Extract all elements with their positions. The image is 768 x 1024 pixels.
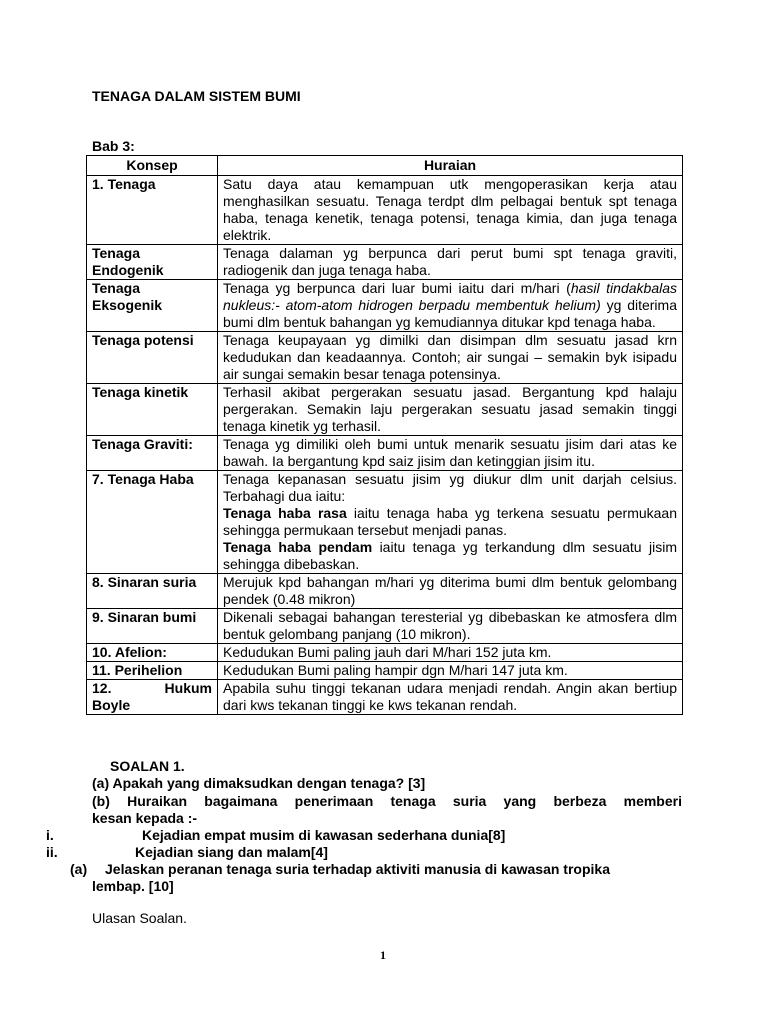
konsep-cell: Tenaga Graviti: xyxy=(87,436,218,471)
question-c-mark: (a) xyxy=(70,861,88,877)
konsep-cell: 11. Perihelion xyxy=(87,662,218,680)
huraian-cell: Kedudukan Bumi paling jauh dari M/hari 152 juta km. xyxy=(218,644,683,662)
huraian-cell: Tenaga yg dimiliki oleh bumi untuk menarik sesuatu jisim dari atas ke bawah. Ia bergantung kpd saiz jisim dan ketinggian jisim itu. xyxy=(218,436,683,471)
konsep-cell: 10. Afelion: xyxy=(87,644,218,662)
huraian-cell: Apabila suhu tinggi tekanan udara menjadi rendah. Angin akan bertiup dari kws tekanan tinggi ke kws tekanan rendah. xyxy=(218,680,683,715)
document-title: TENAGA DALAM SISTEM BUMI xyxy=(92,88,301,104)
huraian-cell: Terhasil akibat pergerakan sesuatu jasad. Bergantung kpd halaju pergerakan. Semakin laju pergerakan sesuatu jasad semakin tinggi tenaga kinetik yg terhasil. xyxy=(218,384,683,436)
question-b-line2: kesan kepada :- xyxy=(92,810,198,826)
huraian-text: Tenaga yg berpunca dari luar bumi iaitu dari m/hari ( xyxy=(223,280,571,296)
ulasan-label: Ulasan Soalan. xyxy=(92,910,187,926)
huraian-cell xyxy=(218,280,683,332)
konsep-cell xyxy=(87,680,218,715)
question-b-line1: (b) Huraikan bagaimana penerimaan tenaga suria yang berbeza memberi xyxy=(92,793,682,809)
konsep-cell: Tenaga kinetik xyxy=(87,384,218,436)
table-row xyxy=(87,384,683,436)
haba-pendam-term: Tenaga haba pendam xyxy=(223,539,373,555)
huraian-text: Tenaga kepanasan sesuatu jisim yg diukur dlm unit darjah celsius. Terbahagi dua iaitu: xyxy=(223,471,677,504)
huraian-cell: Kedudukan Bumi paling hampir dgn M/hari 147 juta km. xyxy=(218,662,683,680)
haba-rasa-term: Tenaga haba rasa xyxy=(223,505,347,521)
konsep-cell: 1. Tenaga xyxy=(87,176,218,245)
huraian-italic-text: hasil tindakbalas nukleus:- atom-atom hidrogen berpadu membentuk helium) xyxy=(223,280,677,313)
chapter-label: Bab 3: xyxy=(92,138,135,154)
konsep-cell xyxy=(87,245,218,280)
table-row xyxy=(87,280,683,332)
header-huraian: Huraian xyxy=(218,156,683,176)
konsep-line xyxy=(92,680,212,697)
question-heading: SOALAN 1. xyxy=(110,758,185,774)
page-number: 1 xyxy=(380,948,386,962)
table-row xyxy=(87,436,683,471)
question-ii-mark: ii. xyxy=(46,844,58,860)
konsep-cell: Tenaga potensi xyxy=(87,332,218,384)
huraian-cell: Satu daya atau kemampuan utk mengoperasikan kerja atau menghasilkan sesuatu. Tenaga terdpt dlm pelbagai bentuk spt tenaga haba, tenaga kenetik, tenaga potensi, tenaga kimia, dan juga tenaga elektrik. xyxy=(218,176,683,245)
haba-pendam-paragraph xyxy=(223,539,677,573)
question-c-line1: Jelaskan peranan tenaga suria terhadap aktiviti manusia di kawasan tropika xyxy=(105,861,610,877)
konsep-line: Eksogenik xyxy=(92,297,163,313)
question-i-text: Kejadian empat musim di kawasan sederhana dunia[8] xyxy=(142,827,506,843)
huraian-cell xyxy=(218,471,683,574)
question-c-line2: lembap. [10] xyxy=(92,878,174,894)
konsep-cell: 9. Sinaran bumi xyxy=(87,609,218,644)
table-row xyxy=(87,662,683,680)
table-row xyxy=(87,680,683,715)
table-row xyxy=(87,176,683,245)
haba-pendam-text: iaitu tenaga yg terkandung dlm sesuatu jisim sehingga dibebaskan. xyxy=(223,539,677,572)
konsep-line: Boyle xyxy=(92,697,131,713)
table-row xyxy=(87,644,683,662)
konsep-cell xyxy=(87,280,218,332)
huraian-cell: Dikenali sebagai bahangan teresterial yg dibebaskan ke atmosfera dlm bentuk gelombang panjang (10 mikron). xyxy=(218,609,683,644)
question-i-mark: i. xyxy=(46,827,54,843)
question-a: (a) Apakah yang dimaksudkan dengan tenaga? [3] xyxy=(92,775,426,791)
table-header-row xyxy=(87,156,683,176)
konsep-line: Endogenik xyxy=(92,262,164,278)
huraian-cell: Tenaga keupayaan yg dimilki dan disimpan dlm sesuatu jasad krn kedudukan dan keadaannya. Contoh; air sungai – semakin byk isipadu air sungai semakin besar tenaga potensinya. xyxy=(218,332,683,384)
table-row xyxy=(87,609,683,644)
question-ii-text: Kejadian siang dan malam[4] xyxy=(135,844,328,860)
konsep-line: Tenaga xyxy=(92,280,140,296)
konsep-number: 12. xyxy=(92,680,112,696)
konsep-word: Hukum xyxy=(164,680,212,696)
concept-table xyxy=(86,155,683,715)
konsep-line: Tenaga xyxy=(92,245,140,261)
table-row xyxy=(87,574,683,609)
table-row xyxy=(87,332,683,384)
table-row xyxy=(87,245,683,280)
huraian-text: yg diterima bumi dlm bentuk bahangan yg kemudiannya ditukar kpd tenaga haba. xyxy=(223,297,677,330)
haba-rasa-text: iaitu tenaga haba yg terkena sesuatu permukaan sehingga permukaan tersebut menjadi panas. xyxy=(223,505,677,538)
header-konsep: Konsep xyxy=(87,156,218,176)
huraian-cell: Tenaga dalaman yg berpunca dari perut bumi spt tenaga graviti, radiogenik dan juga tenaga haba. xyxy=(218,245,683,280)
konsep-cell: 7. Tenaga Haba xyxy=(87,471,218,574)
table-row xyxy=(87,471,683,574)
konsep-cell: 8. Sinaran suria xyxy=(87,574,218,609)
huraian-cell: Merujuk kpd bahangan m/hari yg diterima bumi dlm bentuk gelombang pendek (0.48 mikron) xyxy=(218,574,683,609)
haba-rasa-paragraph xyxy=(223,505,677,539)
